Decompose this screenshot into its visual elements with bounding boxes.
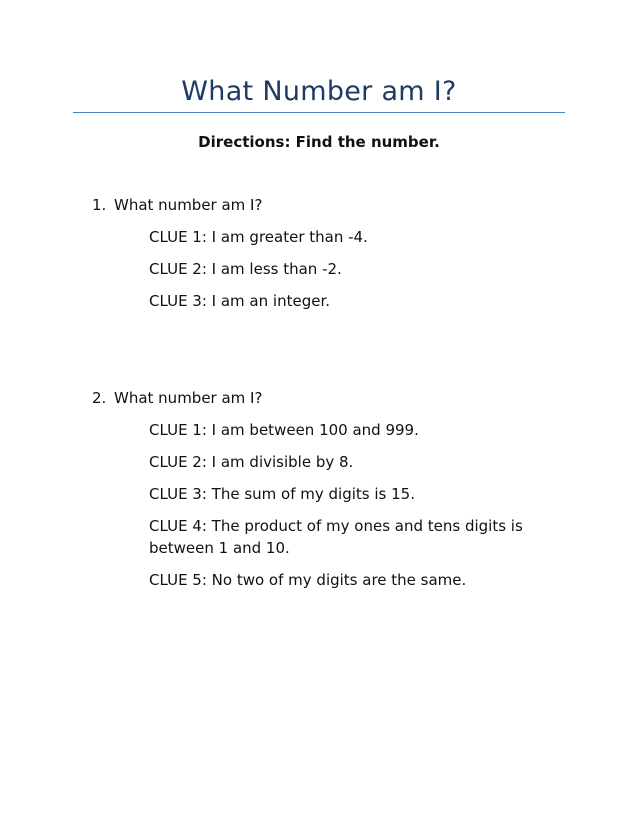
question-1-number: 1. <box>92 196 107 214</box>
question-2-number: 2. <box>92 389 107 407</box>
question-1-prompt: What number am I? <box>114 196 263 214</box>
question-2 <box>92 387 552 601</box>
title-underline <box>73 112 565 113</box>
question-1-clue-2: CLUE 2: I am less than -2. <box>149 260 342 278</box>
question-1-clues <box>149 226 552 312</box>
question-2-prompt: What number am I? <box>114 389 263 407</box>
question-2-header <box>92 387 552 409</box>
question-1-header <box>92 194 552 216</box>
question-2-clue-5: CLUE 5: No two of my digits are the same. <box>149 571 467 589</box>
question-2-clue-1: CLUE 1: I am between 100 and 999. <box>149 421 419 439</box>
page-title: What Number am I? <box>181 76 457 107</box>
question-2-clue-2: CLUE 2: I am divisible by 8. <box>149 453 354 471</box>
question-2-clues <box>149 419 552 591</box>
question-1-clue-1: CLUE 1: I am greater than -4. <box>149 228 368 246</box>
question-1-clue-3: CLUE 3: I am an integer. <box>149 292 330 310</box>
question-2-clue-4: CLUE 4: The product of my ones and tens digits is between 1 and 10. <box>149 517 523 557</box>
question-2-clue-3: CLUE 3: The sum of my digits is 15. <box>149 485 415 503</box>
question-1 <box>92 194 552 322</box>
directions-text: Directions: Find the number. <box>198 133 440 151</box>
